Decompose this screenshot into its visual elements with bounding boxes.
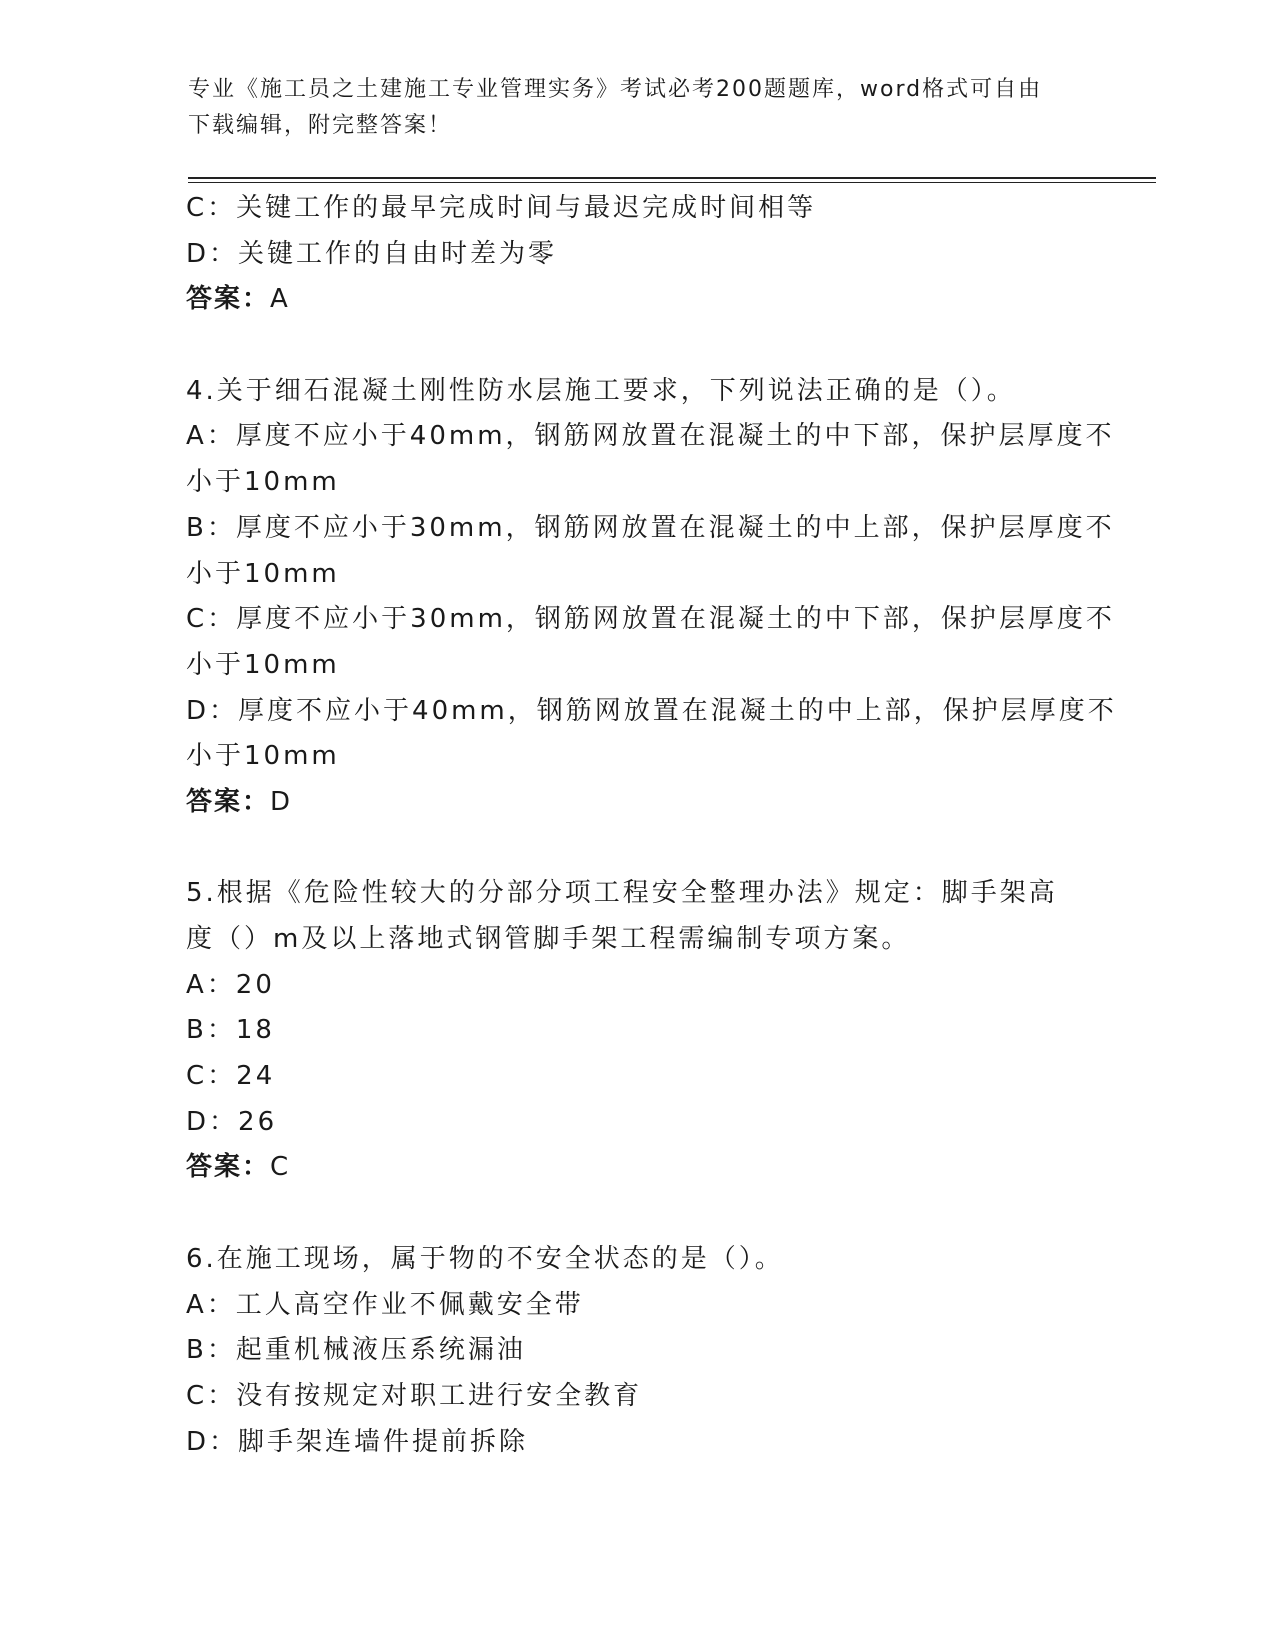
q3-option-c: C：关键工作的最早完成时间与最迟完成时间相等 (186, 193, 817, 223)
q6-stem: 6.在施工现场，属于物的不安全状态的是（）。 (186, 1243, 784, 1274)
spacer (186, 826, 1086, 872)
q5-answer (186, 1145, 1086, 1191)
q4-option-d: D：厚度不应小于40mm，钢筋网放置在混凝土的中上部，保护层厚度不 (186, 695, 1117, 726)
q6-option-a: A：工人高空作业不佩戴安全带 (186, 1289, 584, 1320)
q4-option-c-cont: 小于10mm (186, 649, 340, 680)
answer-label: 答案： (186, 284, 271, 315)
q4-stem: 4.关于细石混凝土刚性防水层施工要求，下列说法正确的是（）。 (186, 375, 1016, 406)
answer-value: D (270, 786, 292, 817)
spacer (186, 1191, 1086, 1237)
document-header (188, 72, 1068, 144)
q3-option-d: D：关键工作的自由时差为零 (186, 238, 558, 269)
q5-stem-cont: 度（）m及以上落地式钢管脚手架工程需编制专项方案。 (186, 924, 911, 954)
q5-option-c: C：24 (186, 1061, 276, 1092)
answer-value: C (270, 1152, 290, 1183)
header-divider-thin (188, 182, 1156, 183)
q4-option-b-cont: 小于10mm (186, 558, 340, 589)
q5-option-a: A：20 (186, 969, 275, 1000)
q6-option-d: D：脚手架连墙件提前拆除 (186, 1426, 529, 1457)
q4-option-a: A：厚度不应小于40mm，钢筋网放置在混凝土的中下部，保护层厚度不 (186, 421, 1115, 452)
answer-label: 答案： (186, 1152, 271, 1183)
header-divider-thick (188, 177, 1156, 179)
q4-option-b: B：厚度不应小于30mm，钢筋网放置在混凝土的中上部，保护层厚度不 (186, 512, 1115, 543)
q3-answer (186, 277, 1086, 323)
q4-answer (186, 780, 1086, 826)
q4-option-c: C：厚度不应小于30mm，钢筋网放置在混凝土的中下部，保护层厚度不 (186, 604, 1115, 635)
q6-option-c: C：没有按规定对职工进行安全教育 (186, 1380, 643, 1411)
question-content (186, 186, 1117, 1465)
answer-value: A (270, 284, 289, 315)
header-line-1: 专业《施工员之土建施工专业管理实务》考试必考200题题库，word格式可自由 (188, 77, 1043, 102)
q4-option-d-cont: 小于10mm (186, 741, 340, 772)
q6-option-b: B：起重机械液压系统漏油 (186, 1335, 526, 1366)
q5-stem: 5.根据《危险性较大的分部分项工程安全整理办法》规定：脚手架高 (186, 878, 1058, 909)
q5-option-d: D：26 (186, 1106, 278, 1137)
q5-option-b: B：18 (186, 1015, 275, 1046)
q4-option-a-cont: 小于10mm (186, 467, 340, 498)
spacer (186, 323, 1086, 369)
header-line-2: 下载编辑，附完整答案！ (188, 113, 453, 138)
answer-label: 答案： (186, 786, 271, 817)
